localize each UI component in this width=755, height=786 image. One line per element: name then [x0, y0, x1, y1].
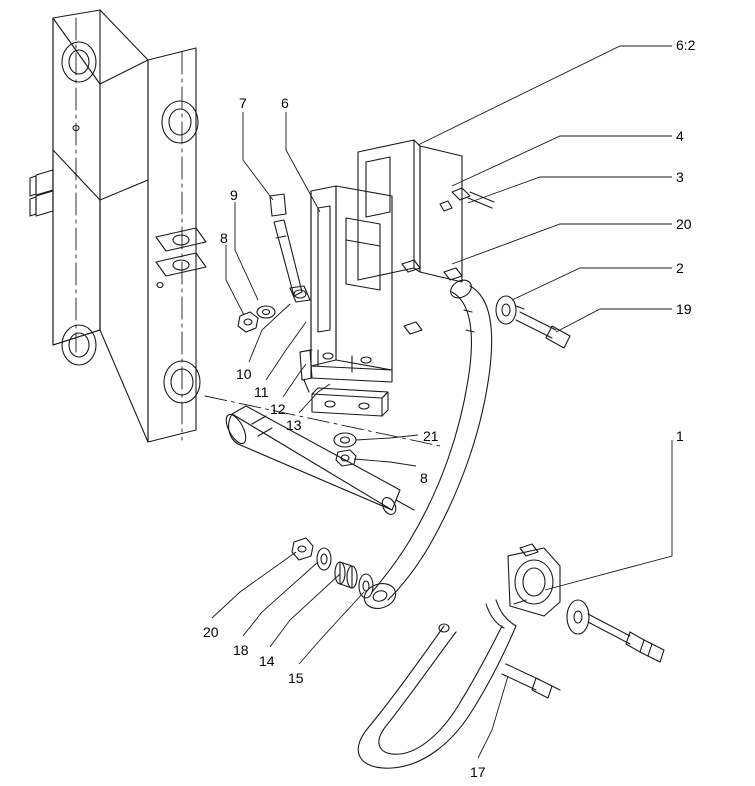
bolt-17 — [502, 664, 560, 698]
callout-11: 11 — [254, 384, 269, 400]
callout-20-bottom: 20 — [203, 624, 219, 640]
callout-2: 2 — [676, 260, 684, 276]
fasteners-right — [402, 188, 570, 348]
main-bracket — [311, 186, 392, 382]
frame-assembly — [30, 10, 206, 442]
callout-4: 4 — [676, 128, 684, 144]
callout-15: 15 — [288, 670, 304, 686]
callout-14: 14 — [259, 653, 275, 669]
callout-3: 3 — [676, 169, 684, 185]
callout-19: 19 — [676, 301, 692, 317]
washer-nut-center — [334, 433, 356, 466]
rear-panels — [358, 140, 462, 282]
lever-arm — [361, 277, 492, 613]
callout-18: 18 — [233, 642, 249, 658]
callout-6: 6 — [281, 95, 289, 111]
callout-10: 10 — [236, 366, 252, 382]
callout-6-2: 6:2 — [676, 37, 696, 53]
axis-cylinder — [205, 396, 440, 446]
callout-8-lower: 8 — [420, 470, 428, 486]
callout-8-upper: 8 — [220, 230, 228, 246]
callout-17: 17 — [470, 764, 486, 780]
callout-9: 9 — [230, 187, 238, 203]
spacer-stack — [292, 538, 373, 598]
callout-12: 12 — [270, 401, 286, 417]
pedal-loop — [358, 600, 516, 768]
callout-13: 13 — [286, 417, 302, 433]
pivot-hub — [508, 544, 664, 662]
callout-1: 1 — [676, 428, 684, 444]
callout-21: 21 — [423, 428, 439, 444]
callout-7: 7 — [239, 95, 247, 111]
small-parts-left — [238, 194, 388, 416]
callout-20-top: 20 — [676, 216, 692, 232]
